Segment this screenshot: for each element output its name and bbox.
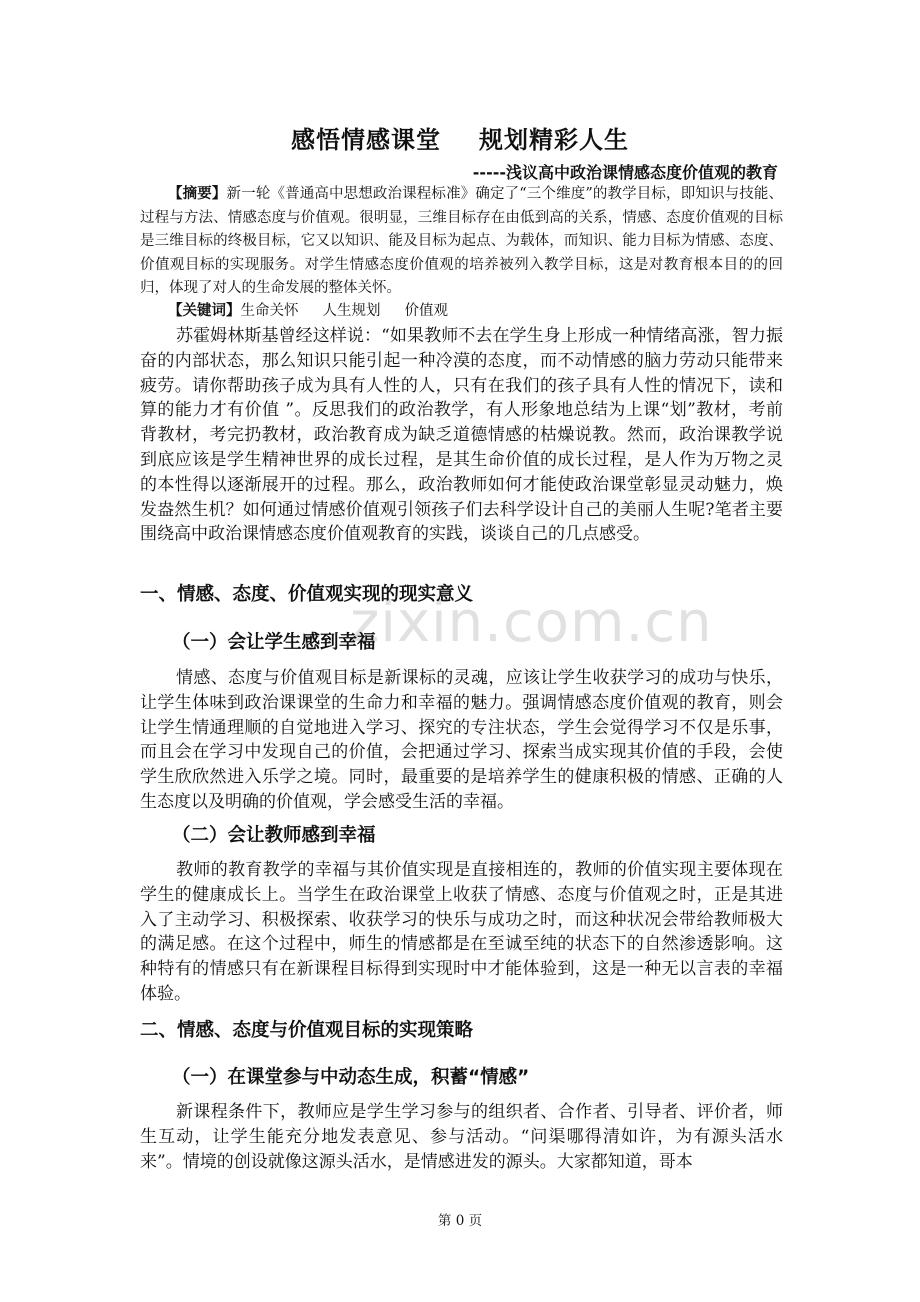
watermark: zixin.com.cn [350,590,713,655]
subsection-heading-1-2: （二）会让教师感到幸福 [172,825,376,846]
abstract-label: 【摘要】 [168,186,227,202]
page-title [0,120,920,155]
page-subtitle: -----浅议高中政治课情感态度价值观的教育 [472,163,778,182]
keywords-label: 【关键词】 [168,303,241,319]
abstract-text: 新一轮《普通高中思想政治课程标准》确定了“三个维度”的教学目标，即知识与技能、过程与方法、情感态度与价值观。很明显，三维目标存在由低到高的关系，情感、态度价值观的目标是三维目标的终极目标，它又以知识、能及目标为起点、为载体，而知识、能力目标为情感、态度、价值观目标的实现服务。对学生情感态度价值观的培养被列入教学目标，这是对教育根本目的的回归，体现了对人的生命发展的整体关怀。 [140,186,784,296]
intro-paragraph: 苏霍姆林斯基曾经这样说：“如果教师不去在学生身上形成一种情绪高涨，智力振奋的内部状态，那么知识只能引起一种冷漠的态度，而不动情感的脑力劳动只能带来疲劳。请你帮助孩子成为具有人性的人，只有在我们的孩子具有人性的情况下，读和算的能力才有价值 ”。反思我们的政治教学，有人形象地总结为上课“划”教材，考前背教材，考完扔教材，政治教育成为缺乏道德情感的枯燥说教。然而，政治课教学说到底应该是学生精神世界的成长过程，是其生命价值的成长过程，是人作为万物之灵的本性得以逐渐展开的过程。那么，政治教师如何才能使政治课堂彰显灵动魅力，焕发盎然生机？如何通过情感价值观引领孩子们去科学设计自己的美丽人生呢?笔者主要围绕高中政治课情感态度价值观教育的实践，谈谈自己的几点感受。 [140,326,783,545]
subsection-heading-2-1: （一）在课堂参与中动态生成，积蓄“情感” [172,1067,530,1088]
subsection-paragraph-1-1: 情感、态度与价值观目标是新课标的灵魂，应该让学生收获学习的成功与快乐，让学生体味到政治课课堂的生命力和幸福的魅力。强调情感态度价值观的教育，则会让学生情通理顺的自觉地进入学习、探究的专注状态，学生会觉得学习不仅是乐事，而且会在学习中发现自己的价值，会把通过学习、探索当成实现其价值的手段，会使学生欣欣然进入乐学之境。同时，最重要的是培养学生的健康积极的情感、正确的人生态度以及明确的价值观，学会感受生活的幸福。 [140,668,783,812]
subsection-heading-1-1: （一）会让学生感到幸福 [172,632,376,653]
section-heading-2: 二、情感、态度与价值观目标的实现策略 [140,1020,474,1041]
subsection-paragraph-1-2: 教师的教育教学的幸福与其价值实现是直接相连的，教师的价值实现主要体现在学生的健康成长上。当学生在政治课堂上收获了情感、态度与价值观之时，正是其进入了主动学习、积极探索、收获学习的快乐与成功之时，而这种状况会带给教师极大的满足感。在这个过程中，师生的情感都是在至诚至纯的状态下的自然渗透影响。这种特有的情感只有在新课程目标得到实现时中才能体验到，这是一种无以言表的幸福体验。 [140,860,783,1004]
section-heading-1: 一、情感、态度、价值观实现的现实意义 [140,584,474,605]
keyword: 价值观 [404,303,448,319]
keywords [140,300,783,324]
page-number: 第 0 页 [437,1213,483,1229]
keyword: 人生规划 [322,303,381,319]
title-part-2: 规划精彩人生 [479,126,629,154]
keyword: 生命关怀 [240,303,299,319]
abstract [140,183,783,301]
title-part-1: 感悟情感课堂 [291,126,441,154]
subsection-paragraph-2-1: 新课程条件下，教师应是学生学习参与的组织者、合作者、引导者、评价者，师生互动，让学生能充分地发表意见、参与活动。“问渠哪得清如许，为有源头活水来”。情境的创设就像这源头活水，是情感进发的源头。大家都知道，哥本 [140,1102,783,1172]
